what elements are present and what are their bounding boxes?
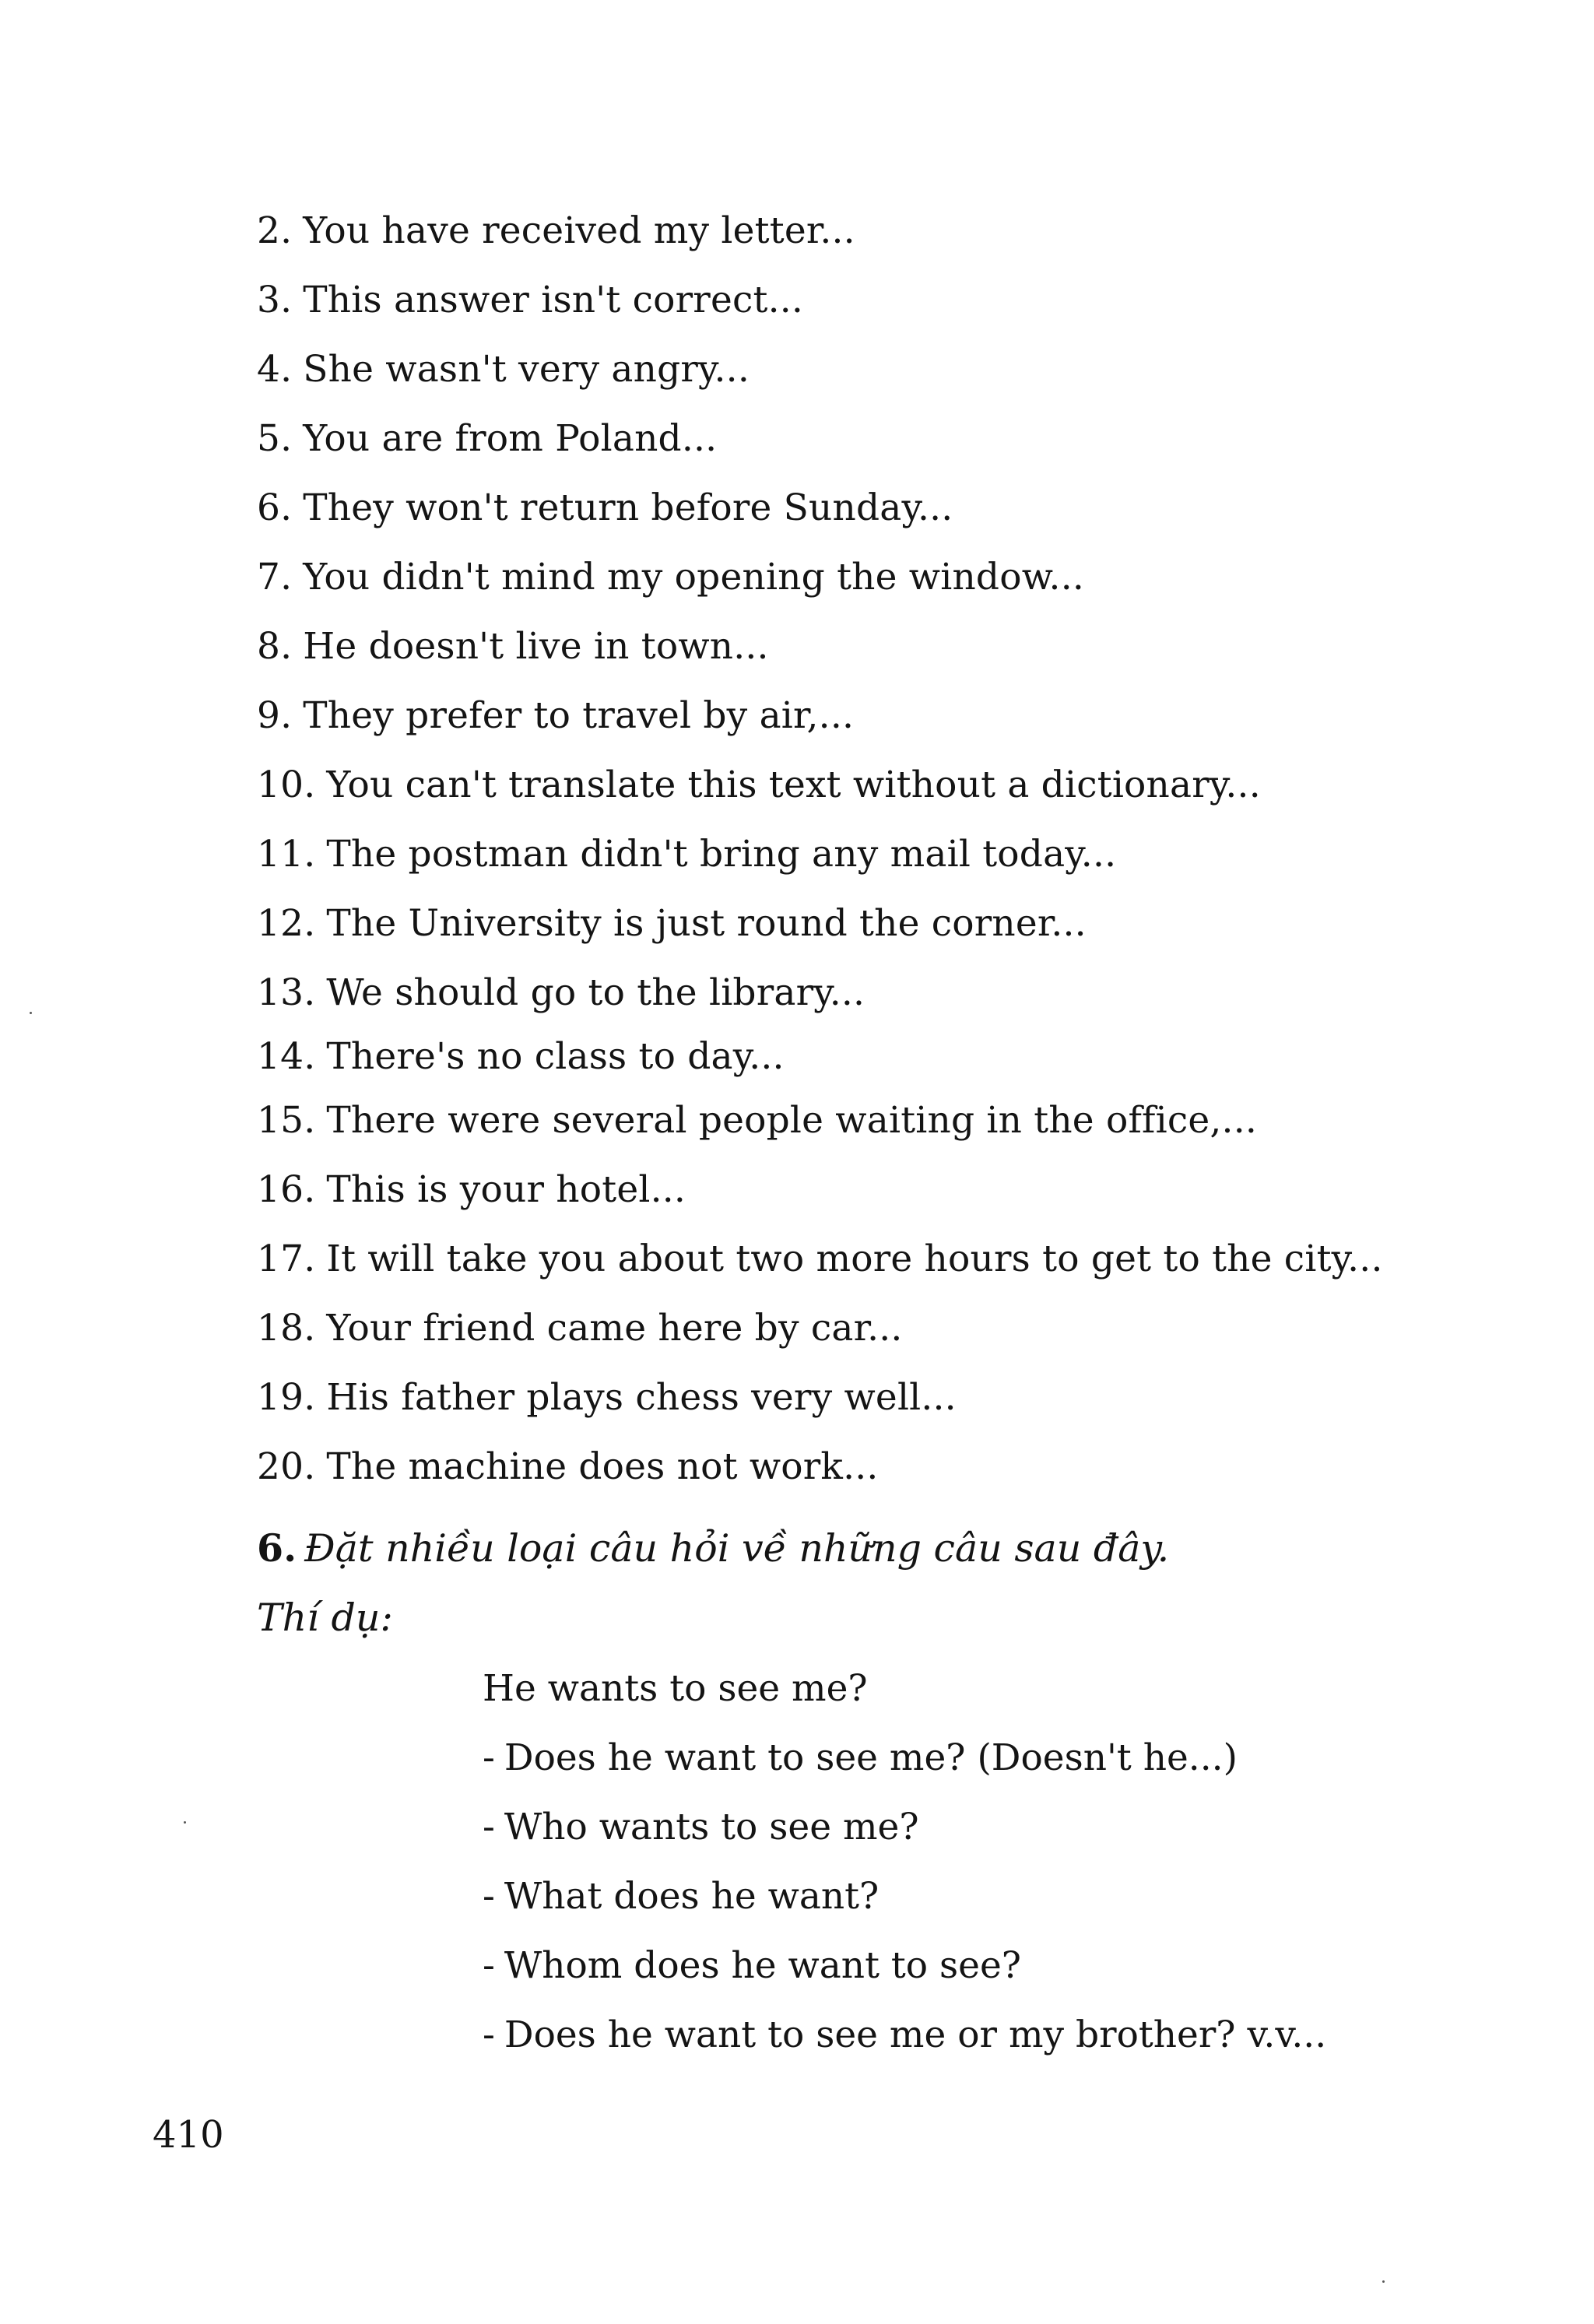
item-text: There's no class to day... <box>326 1035 785 1078</box>
item-number: 13. <box>257 971 316 1014</box>
list-item <box>257 204 1383 273</box>
dash-mark: - <box>483 1736 495 1779</box>
question-text: Whom does he want to see? <box>504 1944 1021 1987</box>
list-item <box>257 1440 1383 1509</box>
question-text: Who wants to see me? <box>504 1806 919 1848</box>
item-number: 2. <box>257 209 293 252</box>
dash-mark: - <box>483 2013 495 2056</box>
list-item <box>257 758 1383 827</box>
example-sentence: He wants to see me? <box>483 1667 868 1710</box>
list-item <box>257 412 1383 481</box>
item-number: 19. <box>257 1376 316 1419</box>
item-number: 3. <box>257 279 293 321</box>
item-text: You can't translate this text without a dictionary... <box>326 764 1261 806</box>
example-block <box>483 1662 1326 2077</box>
list-item <box>257 1232 1383 1301</box>
list-item <box>257 827 1383 897</box>
item-number: 12. <box>257 902 316 945</box>
dash-mark: - <box>483 1806 495 1848</box>
item-number: 8. <box>257 625 293 668</box>
list-item <box>257 897 1383 966</box>
item-number: 20. <box>257 1445 316 1488</box>
list-item <box>257 342 1383 412</box>
item-text: The postman didn't bring any mail today... <box>326 833 1117 876</box>
item-number: 10. <box>257 764 316 806</box>
item-number: 15. <box>257 1099 316 1142</box>
exercise-list <box>257 204 1383 1509</box>
item-text: They prefer to travel by air,... <box>303 694 855 737</box>
question-text: Does he want to see me? (Doesn't he...) <box>504 1736 1238 1779</box>
item-text: You have received my letter... <box>303 209 855 252</box>
item-text: You are from Poland... <box>303 417 718 460</box>
question-text: What does he want? <box>504 1875 880 1918</box>
scan-speck <box>184 1821 186 1824</box>
list-item <box>257 1094 1383 1163</box>
item-number: 17. <box>257 1237 316 1280</box>
item-text: You didn't mind my opening the window... <box>303 556 1084 599</box>
list-item <box>257 1301 1383 1371</box>
item-text: We should go to the library... <box>326 971 865 1014</box>
example-question <box>483 1731 1326 1800</box>
item-text: He doesn't live in town... <box>303 625 769 668</box>
list-item <box>257 689 1383 758</box>
example-question <box>483 2008 1326 2077</box>
item-number: 5. <box>257 417 293 460</box>
item-number: 16. <box>257 1168 316 1211</box>
list-item <box>257 1163 1383 1232</box>
item-text: She wasn't very angry... <box>303 348 750 391</box>
item-text: There were several people waiting in the office,... <box>326 1099 1257 1142</box>
list-item <box>257 273 1383 342</box>
page-number: 410 <box>153 2113 224 2157</box>
item-text: His father plays chess very well... <box>326 1376 957 1419</box>
example-label: Thí dụ: <box>257 1596 393 1640</box>
list-item <box>257 966 1383 1030</box>
section-title: Đặt nhiều loại câu hỏi về những câu sau đây. <box>304 1526 1170 1571</box>
list-item <box>257 550 1383 620</box>
list-item <box>257 481 1383 550</box>
dash-mark: - <box>483 1944 495 1987</box>
dash-mark: - <box>483 1875 495 1918</box>
question-text: Does he want to see me or my brother? v.v... <box>504 2013 1327 2056</box>
item-text: The University is just round the corner... <box>326 902 1087 945</box>
example-question <box>483 1939 1326 2008</box>
example-question <box>483 1800 1326 1869</box>
item-text: It will take you about two more hours to get to the city... <box>326 1237 1383 1280</box>
scan-speck <box>30 1012 32 1014</box>
item-number: 11. <box>257 833 316 876</box>
item-text: This answer isn't correct... <box>303 279 803 321</box>
item-text: This is your hotel... <box>326 1168 686 1211</box>
item-number: 4. <box>257 348 293 391</box>
item-text: Your friend came here by car... <box>326 1307 903 1350</box>
scan-speck <box>1382 2280 1385 2283</box>
item-number: 14. <box>257 1035 316 1078</box>
item-text: They won't return before Sunday... <box>303 486 953 529</box>
item-number: 6. <box>257 486 293 529</box>
item-text: The machine does not work... <box>326 1445 879 1488</box>
example-question <box>483 1869 1326 1939</box>
section-number: 6. <box>257 1525 297 1571</box>
item-number: 18. <box>257 1307 316 1350</box>
item-number: 9. <box>257 694 293 737</box>
section-heading <box>257 1525 1169 1571</box>
list-item <box>257 1030 1383 1094</box>
item-number: 7. <box>257 556 293 599</box>
list-item <box>257 1371 1383 1440</box>
list-item <box>257 620 1383 689</box>
